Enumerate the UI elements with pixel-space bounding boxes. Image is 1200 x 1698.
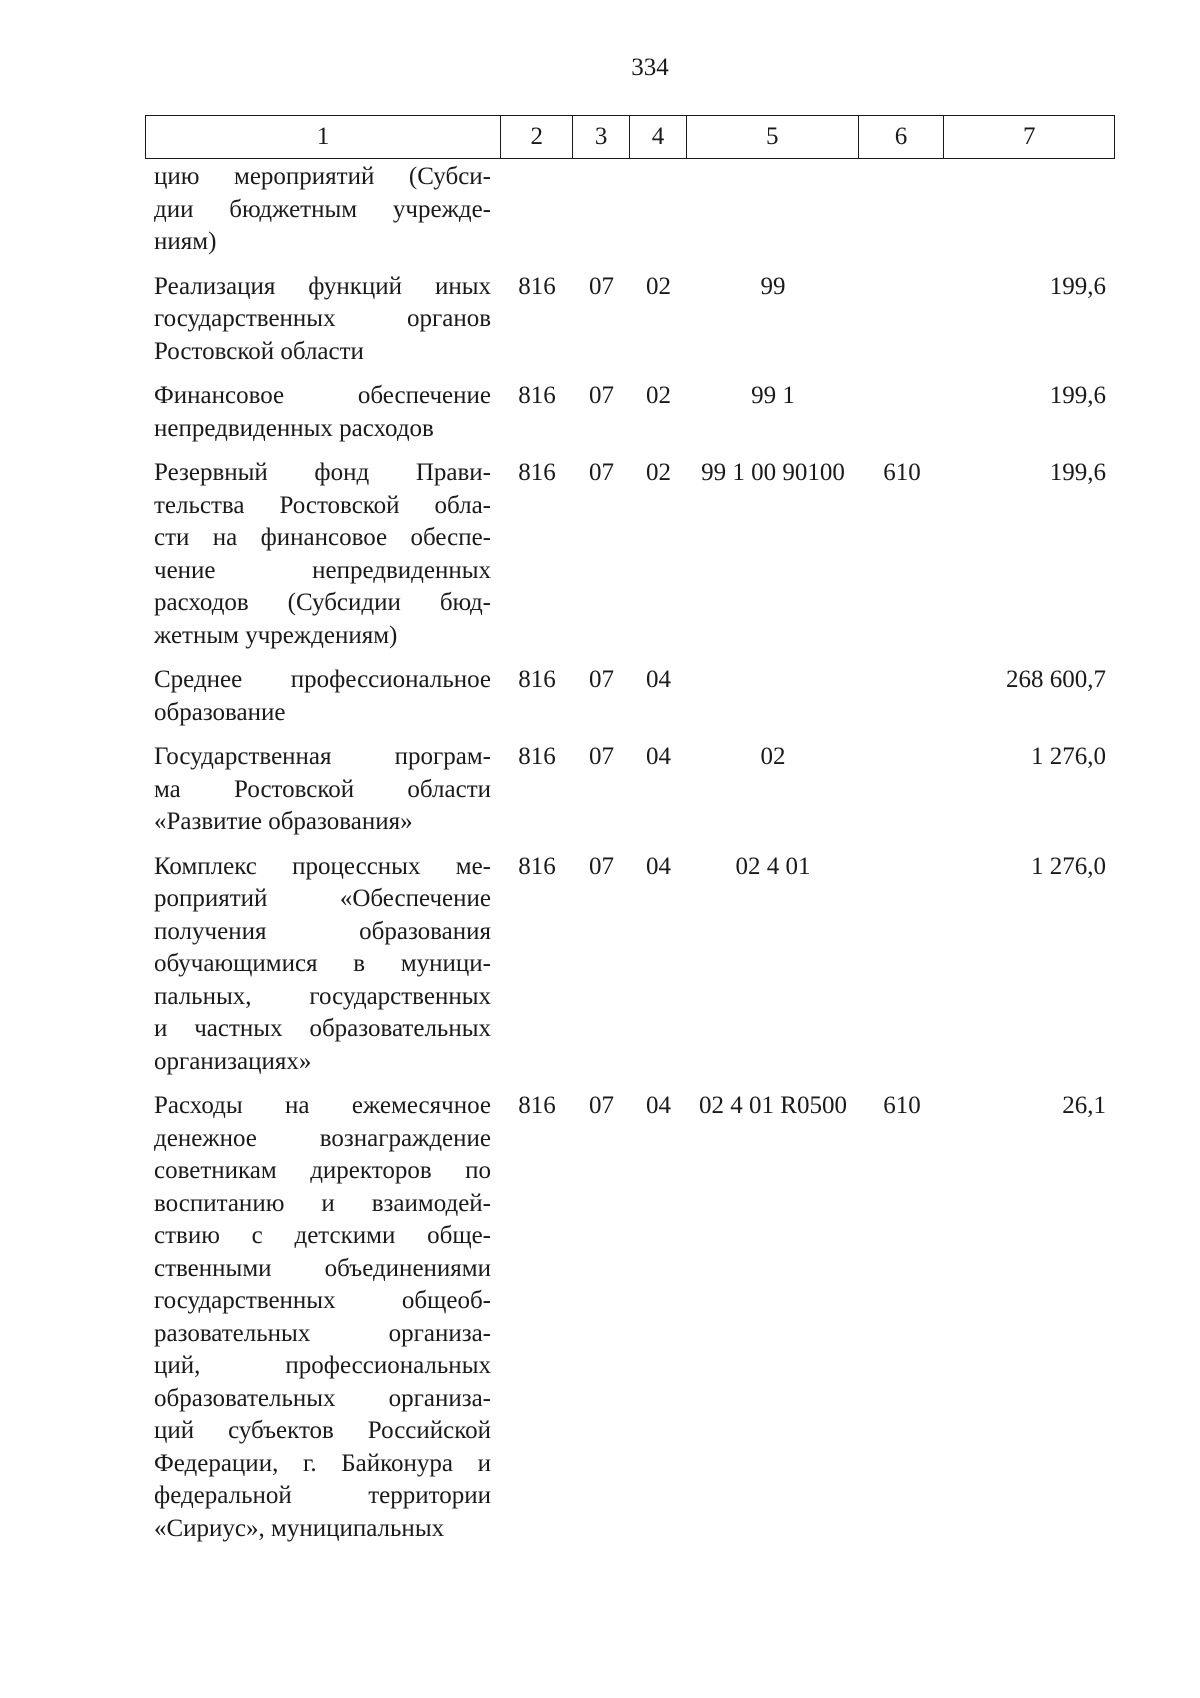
admin-code-cell: 816 <box>518 852 556 880</box>
subsection-cell: 02 <box>646 272 671 300</box>
description-line: образование <box>154 698 286 726</box>
section-cell: 07 <box>589 382 614 409</box>
description-line: Резервный фонд Прави- <box>154 459 491 486</box>
subsection-cell: 02 <box>646 459 671 486</box>
target-article-cell: 99 1 <box>751 382 795 409</box>
description-line: дии бюджетным учрежде- <box>154 195 491 223</box>
column-header-6: 6 <box>859 116 945 158</box>
table-row <box>145 380 1115 445</box>
section-cell: 07 <box>589 852 614 880</box>
description-line: чение непредвиденных <box>154 556 491 584</box>
expense-type-cell <box>859 271 945 369</box>
section-cell: 07 <box>589 1092 614 1119</box>
subsection-cell: 02 <box>646 382 671 409</box>
description-line: получения образования <box>154 917 491 945</box>
amount-cell: 1 276,0 <box>1031 852 1106 880</box>
admin-code-cell: 816 <box>518 272 556 300</box>
description-line: Ростовской области <box>154 337 364 365</box>
admin-code-cell: 816 <box>518 1092 556 1119</box>
subsection-cell: 04 <box>646 1092 671 1119</box>
expense-type-cell <box>859 380 945 445</box>
table-header <box>145 115 1115 159</box>
target-article-cell: 99 1 00 90100 <box>701 459 845 486</box>
column-header-7: 7 <box>1022 123 1036 150</box>
description-line: Государственная програм- <box>154 743 491 770</box>
amount-cell: 26,1 <box>1062 1092 1106 1119</box>
table-row <box>145 664 1115 729</box>
table-body <box>145 161 1115 1545</box>
description-line: пальных, государственных <box>154 982 491 1010</box>
subsection-cell <box>630 161 687 259</box>
description-line: ствию с детскими обще- <box>154 1222 491 1249</box>
expense-type-cell <box>859 664 945 729</box>
amount-cell <box>945 161 1115 259</box>
target-article-cell: 02 4 01 R0500 <box>699 1092 847 1119</box>
target-article-cell <box>687 664 859 729</box>
description-line: федеральной территории <box>154 1482 491 1509</box>
table-row <box>145 457 1115 652</box>
expense-type-cell: 610 <box>883 1092 921 1119</box>
expense-type-cell: 610 <box>883 459 921 486</box>
description-line: денежное вознаграждение <box>154 1124 491 1152</box>
target-article-cell: 99 <box>760 272 786 300</box>
description-line: Федерации, г. Байконура и <box>154 1449 491 1477</box>
description-line: разовательных организа- <box>154 1319 491 1347</box>
amount-cell: 199,6 <box>1049 272 1106 300</box>
description-line: ственными объединениями <box>154 1254 491 1282</box>
description-line: ций субъектов Российской <box>154 1417 491 1444</box>
row-description <box>145 380 501 445</box>
amount-cell: 199,6 <box>1049 459 1106 486</box>
table-row <box>145 741 1115 839</box>
expense-type-cell <box>859 741 945 839</box>
description-line: «Развитие образования» <box>154 808 413 835</box>
description-line: тельства Ростовской обла- <box>154 491 491 519</box>
section-cell: 07 <box>589 666 614 693</box>
section-cell <box>573 161 630 259</box>
row-description <box>145 851 501 1079</box>
admin-code-cell: 816 <box>518 382 556 409</box>
description-line: Расходы на ежемесячное <box>154 1092 491 1119</box>
expense-type-cell <box>859 161 945 259</box>
page-number-text: 334 <box>631 54 669 81</box>
description-line: государственных органов <box>154 305 491 332</box>
description-line: ниям) <box>154 228 217 255</box>
description-line: расходов (Субсидии бюд- <box>154 589 491 616</box>
column-header-4: 4 <box>630 116 687 158</box>
row-description <box>145 1090 501 1545</box>
description-line: воспитанию и взаимодей- <box>154 1189 491 1217</box>
description-line: государственных общеоб- <box>154 1287 491 1314</box>
admin-code-cell: 816 <box>518 666 556 693</box>
admin-code-cell: 816 <box>518 459 556 486</box>
section-cell: 07 <box>589 272 614 300</box>
table-row <box>145 1090 1115 1545</box>
row-description <box>145 161 501 259</box>
column-header-1: 1 <box>146 116 501 158</box>
target-article-cell: 02 <box>760 743 786 770</box>
description-line: организациях» <box>154 1047 312 1075</box>
admin-code-cell <box>501 161 573 259</box>
table-row <box>145 161 1115 259</box>
row-description <box>145 664 501 729</box>
amount-cell: 199,6 <box>1049 382 1106 409</box>
description-line: Финансовое обеспечение <box>154 382 491 409</box>
description-line: Комплекс процессных ме- <box>154 852 491 880</box>
table-row <box>145 851 1115 1079</box>
subsection-cell: 04 <box>646 743 671 770</box>
description-line: обучающимися в муници- <box>154 950 491 977</box>
row-description <box>145 271 501 369</box>
column-header-5: 5 <box>687 116 859 158</box>
section-cell: 07 <box>589 743 614 770</box>
subsection-cell: 04 <box>646 852 671 880</box>
column-header-2: 2 <box>501 116 573 158</box>
description-line: ма Ростовской области <box>154 775 491 803</box>
description-line: жетным учреждениям) <box>154 621 398 649</box>
expense-type-cell <box>859 851 945 1079</box>
description-line: Реализация функций иных <box>154 272 491 300</box>
admin-code-cell: 816 <box>518 743 556 770</box>
description-line: ций, профессиональных <box>154 1352 491 1379</box>
description-line: и частных образовательных <box>154 1015 491 1042</box>
description-line: цию мероприятий (Субси- <box>154 163 491 190</box>
row-description <box>145 741 501 839</box>
description-line: Среднее профессиональное <box>154 666 491 693</box>
description-line: сти на финансовое обеспе- <box>154 524 491 551</box>
description-line: образовательных организа- <box>154 1384 491 1412</box>
section-cell: 07 <box>589 459 614 486</box>
description-line: советникам директоров по <box>154 1157 491 1184</box>
description-line: роприятий «Обеспечение <box>154 885 491 912</box>
target-article-cell <box>687 161 859 259</box>
target-article-cell: 02 4 01 <box>735 852 811 880</box>
amount-cell: 268 600,7 <box>1006 666 1106 693</box>
table-row <box>145 271 1115 369</box>
row-description <box>145 457 501 652</box>
subsection-cell: 04 <box>646 666 671 693</box>
column-header-3: 3 <box>573 116 630 158</box>
amount-cell: 1 276,0 <box>1031 743 1106 770</box>
description-line: непредвиденных расходов <box>154 414 434 442</box>
description-line: «Сириус», муниципальных <box>154 1514 445 1542</box>
